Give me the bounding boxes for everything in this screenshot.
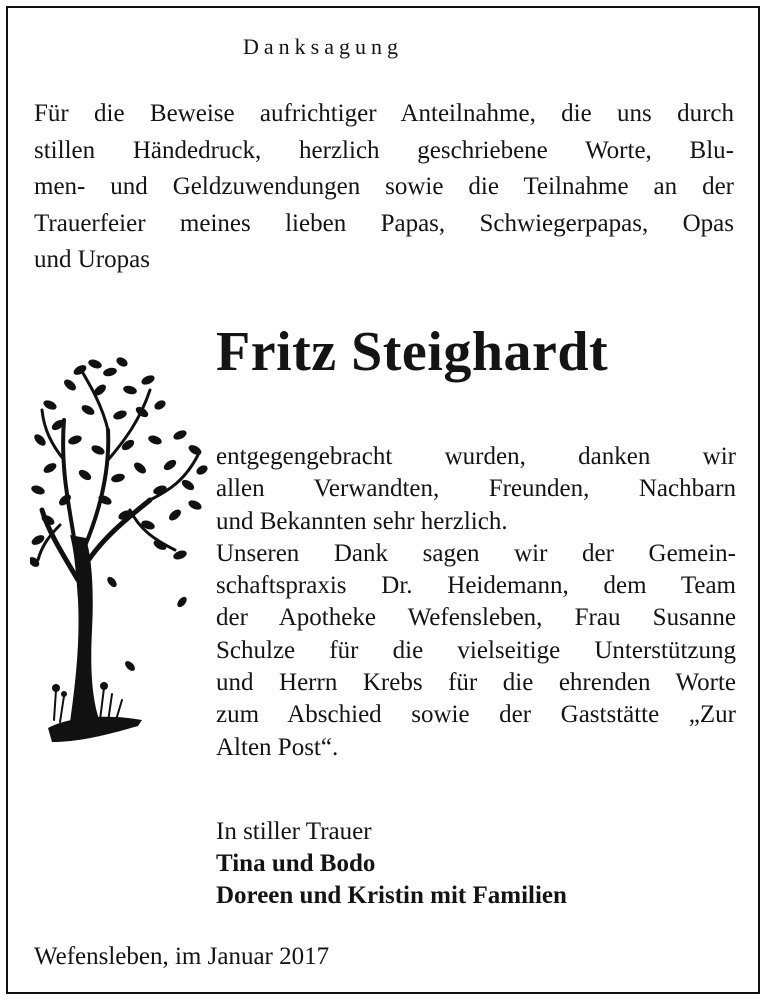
body-line: der Apotheke Wefensleben, Frau Susanne: [216, 604, 736, 632]
mourner-line: Tina und Bodo: [216, 850, 376, 877]
body-line: allen Verwandten, Freunden, Nachbarn: [216, 475, 736, 503]
body-line: und Herrn Krebs für die ehrenden Worte: [216, 669, 736, 697]
tree-silhouette-icon: [30, 350, 210, 750]
obituary-notice: [6, 6, 760, 994]
place-date: Wefensleben, im Januar 2017: [34, 943, 330, 970]
intro-line: Für die Beweise aufrichtiger Anteilnahme, die uns durch: [34, 100, 734, 127]
notice-heading: Danksagung: [243, 34, 403, 59]
body-line: Alten Post“.: [216, 733, 339, 761]
mourning-intro: In stiller Trauer: [216, 818, 372, 845]
intro-line: Trauerfeier meines lieben Papas, Schwiegerpapas, Opas: [34, 209, 734, 237]
body-line: Unseren Dank sagen wir der Gemein-: [216, 539, 736, 567]
intro-line: und Uropas: [34, 246, 150, 273]
mourner-line: Doreen und Kristin mit Familien: [216, 882, 567, 909]
thanks-paragraph: [216, 441, 736, 764]
intro-paragraph: [34, 96, 734, 279]
body-line: entgegengebracht wurden, danken wir: [216, 443, 736, 470]
deceased-name: Fritz Steighardt: [216, 321, 609, 383]
intro-line: stillen Händedruck, herzlich geschriebene Worte, Blu-: [34, 136, 734, 164]
body-line: schaftspraxis Dr. Heidemann, dem Team: [216, 572, 736, 600]
body-line: zum Abschied sowie der Gaststätte „Zur: [216, 701, 736, 729]
body-line: Schulze für die vielseitige Unterstützung: [216, 636, 736, 664]
signature-block: [216, 816, 567, 912]
body-line: und Bekannten sehr herzlich.: [216, 507, 508, 535]
intro-line: men- und Geldzuwendungen sowie die Teilnahme an der: [34, 173, 734, 200]
